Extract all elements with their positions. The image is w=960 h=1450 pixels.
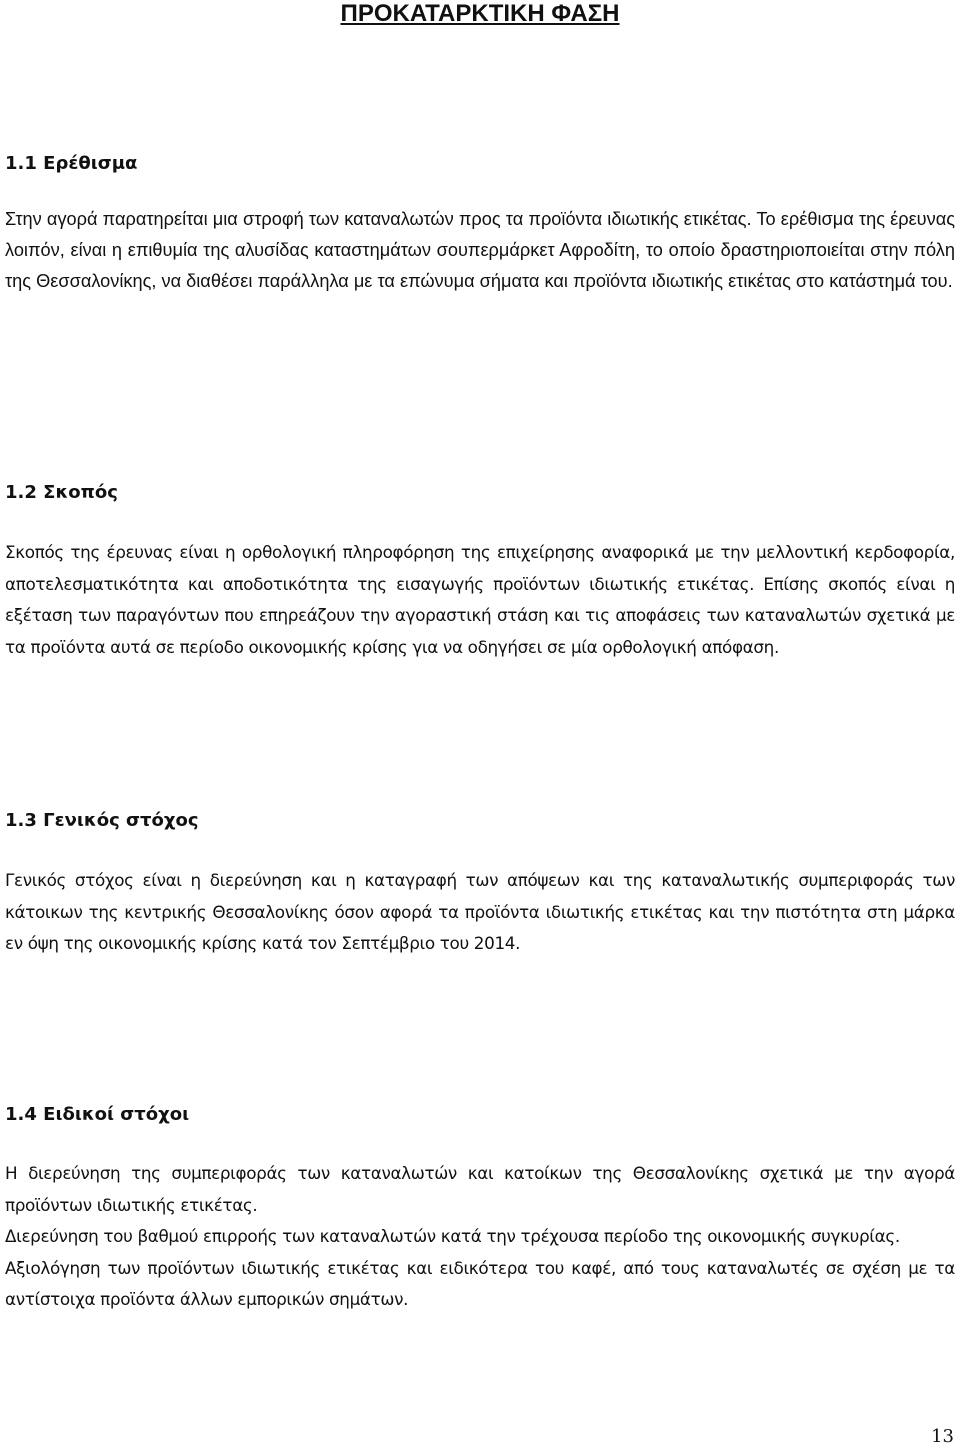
section-paragraph: Στην αγορά παρατηρείται μια στροφή των καταναλωτών προς τα προϊόντα ιδιωτικής ετικέτας. Το ερέθισμα της έρευνας λοιπόν, είναι η επιθυμία της αλυσίδας καταστημάτων σουπερμάρκετ Αφροδίτη, το οποίο δραστηριοποιείται στην πόλη της Θεσσαλονίκης, να διαθέσει παράλληλα με τα επώνυμα σήματα και προϊόντα ιδιωτικής ετικέτας στο κατάστημά του. — [5, 209, 955, 291]
objective-item: Η διερεύνηση της συμπεριφοράς των καταναλωτών και κατοίκων της Θεσσαλονίκης σχετικά με την αγορά προϊόντων ιδιωτικής ετικέτας. — [5, 1163, 955, 1215]
page-number: 13 — [931, 1426, 954, 1447]
objective-item: Αξιολόγηση των προϊόντων ιδιωτικής ετικέτας και ειδικότερα του καφέ, από τους καταναλωτές σε σχέση με τα αντίστοιχα προϊόντα άλλων εμπορικών σημάτων. — [5, 1257, 955, 1309]
page-title: ΠΡΟΚΑΤΑΡΚΤΙΚΗ ΦΑΣΗ — [340, 0, 620, 27]
section-paragraph: Γενικός στόχος είναι η διερεύνηση και η καταγραφή των απόψεων και της καταναλωτικής συμπεριφοράς των κάτοικων της κεντρικής Θεσσαλονίκης όσον αφορά τα προϊόντα ιδιωτικής ετικέτας και την πιστότητα στη μάρκα εν όψη της οικονομικής κρίσης κατά τον Σεπτέμβριο του 2014. — [5, 870, 955, 953]
section-heading: 1.4 Ειδικοί στόχοι — [5, 1104, 190, 1125]
section-specific-objectives — [5, 1103, 955, 1316]
objective-item: Διερεύνηση του βαθμού επιρροής των καταναλωτών κατά την τρέχουσα περίοδο της οικονομικής συγκυρίας. — [5, 1226, 900, 1246]
section-stimulus — [5, 152, 955, 297]
section-general-objective — [5, 809, 955, 960]
section-heading: 1.2 Σκοπός — [5, 482, 118, 503]
section-paragraph: Σκοπός της έρευνας είναι η ορθολογική πληροφόρηση της επιχείρησης αναφορικά με την μελλοντική κερδοφορία, αποτελεσματικότητα και αποδοτικότητα της εισαγωγής προϊόντων ιδιωτικής ετικέτας. Επίσης σκοπός είναι η εξέταση των παραγόντων που επηρεάζουν την αγοραστική στάση και τις αποφάσεις των καταναλωτών σχετικά με τα προϊόντα αυτά σε περίοδο οικονομικής κρίσης για να οδηγήσει σε μία ορθολογική απόφαση. — [5, 542, 955, 657]
section-heading: 1.3 Γενικός στόχος — [5, 810, 199, 831]
section-heading: 1.1 Ερέθισμα — [5, 153, 138, 174]
section-purpose — [5, 481, 955, 663]
